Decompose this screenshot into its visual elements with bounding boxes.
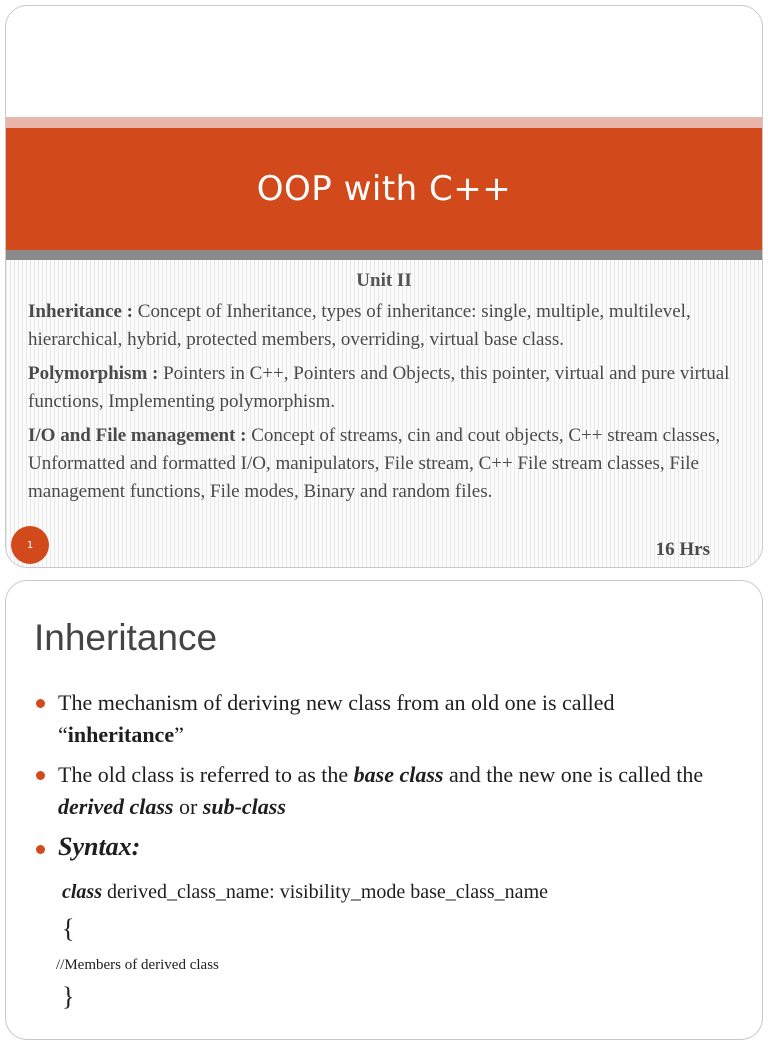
bullet-dot-icon (36, 771, 45, 780)
code-line-declaration (62, 881, 548, 904)
slide-heading: Inheritance (34, 617, 218, 658)
bullet-list (28, 687, 744, 871)
bullet-dot-icon (36, 699, 45, 708)
slide-1 (5, 5, 763, 568)
unit-heading: Unit II (356, 270, 412, 291)
topic-polymorphism (28, 360, 744, 416)
title-accent-stripe (6, 117, 762, 128)
topic-list (28, 298, 744, 512)
bullet-text: and the new one is called the (443, 762, 704, 787)
slide-title: OOP with C++ (256, 169, 512, 209)
bullet-text: ” (174, 722, 184, 747)
code-close-brace: } (62, 982, 75, 1011)
code-keyword: class (62, 881, 102, 903)
topic-text: Concept of Inheritance, types of inheritance: single, multiple, multilevel, hierarchical, hybrid, protected members, overriding, virtual base class. (28, 301, 691, 350)
title-banner (6, 128, 762, 250)
topic-label: Polymorphism : (28, 363, 159, 384)
code-text: derived_class_name: visibility_mode base_class_name (102, 881, 548, 903)
bullet-item (28, 687, 744, 751)
topic-io-file (28, 422, 744, 506)
slide-2 (5, 580, 763, 1040)
code-open-brace: { (62, 914, 75, 943)
code-comment: //Members of derived class (56, 957, 219, 973)
bullet-text: The old class is referred to as the (58, 762, 354, 787)
topic-text: Concept of streams, cin and cout objects, C++ stream classes, Unformatted and formatted I/O, manipulators, File stream, C++ File stream classes, File management functions, File modes, Binary and random files. (28, 425, 721, 502)
bullet-text: or (173, 794, 203, 819)
bullet-text: The mechanism of deriving new class from an old one is called “ (58, 690, 615, 747)
topic-inheritance (28, 298, 744, 354)
topic-label: I/O and File management : (28, 425, 247, 446)
page-number-badge: 1 (11, 526, 49, 564)
bullet-emphasis: base class (353, 762, 444, 787)
bullet-emphasis: inheritance (67, 722, 175, 747)
syntax-label: Syntax: (58, 832, 141, 861)
bullet-emphasis: derived class (58, 794, 174, 819)
bullet-item-syntax (28, 831, 744, 863)
syllabus-body (6, 260, 762, 567)
banner-underline (6, 250, 762, 260)
bullet-emphasis: sub-class (202, 794, 286, 819)
topic-label: Inheritance : (28, 301, 134, 322)
hours-label: 16 Hrs (655, 539, 710, 560)
topic-text: Pointers in C++, Pointers and Objects, this pointer, virtual and pure virtual functions, Implementing polymorphism. (28, 363, 730, 412)
bullet-item (28, 759, 744, 823)
bullet-dot-icon (36, 845, 45, 854)
